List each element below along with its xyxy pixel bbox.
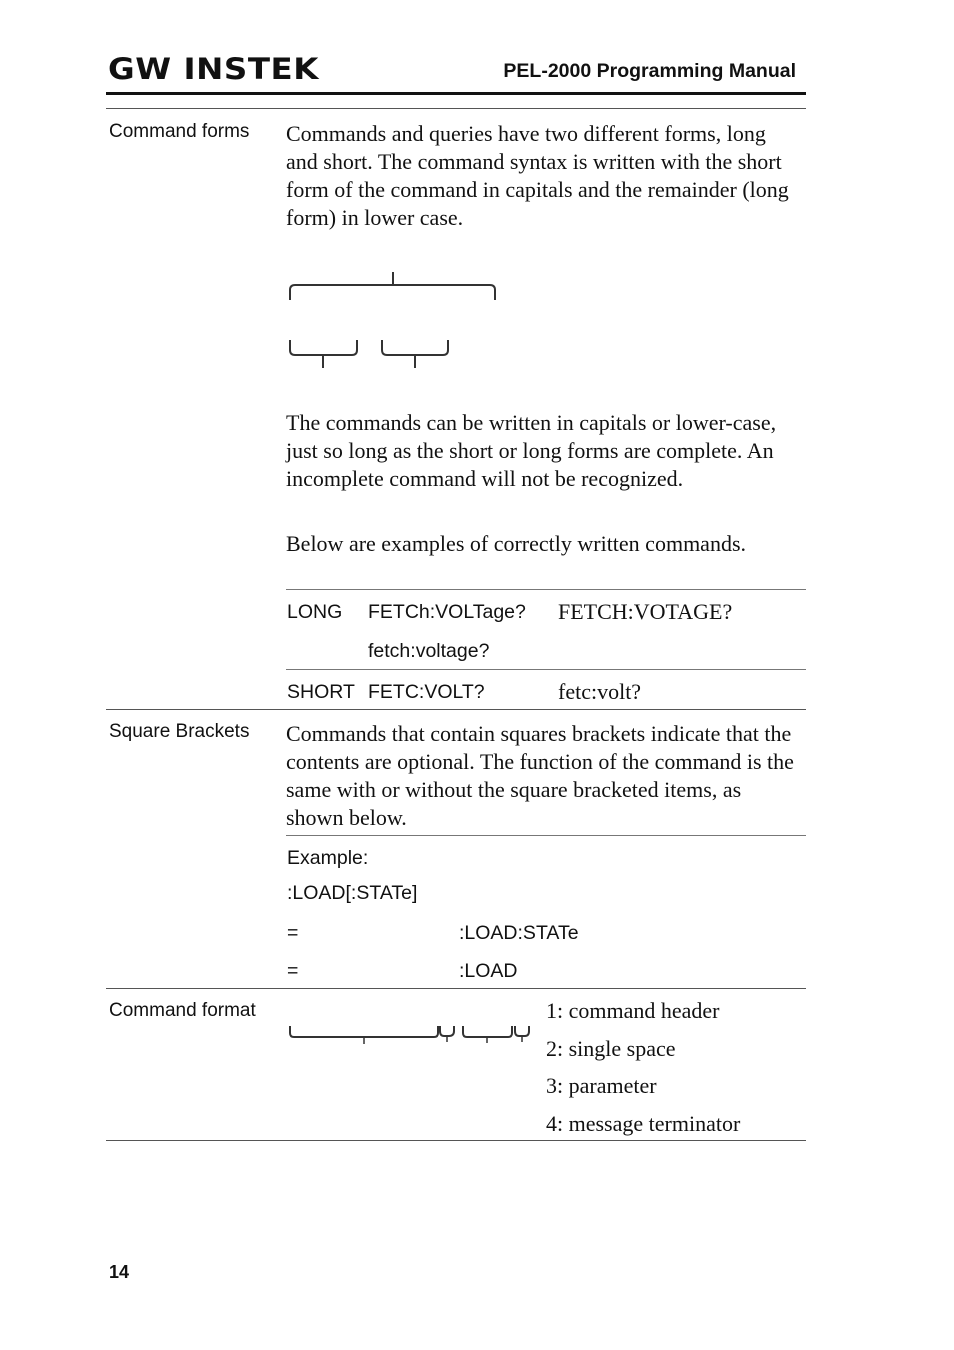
examples-top-rule <box>286 589 806 590</box>
example-command: :LOAD[:STATe] <box>287 882 418 904</box>
section-divider <box>106 1140 806 1141</box>
section-divider <box>106 709 806 710</box>
square-brackets-label: Square Brackets <box>109 721 250 742</box>
header-rule <box>106 92 806 95</box>
section-divider <box>106 988 806 989</box>
short-form-brace-left <box>290 340 357 355</box>
example-label: Example: <box>287 847 369 869</box>
equivalent-command-2: :LOAD <box>459 960 518 982</box>
long-example-upper: FETCH:VOTAGE? <box>558 599 733 624</box>
format-item-4: 4: message terminator <box>546 1111 741 1136</box>
manual-title: PEL-2000 Programming Manual <box>503 60 796 82</box>
long-example-lower: fetch:voltage? <box>368 640 490 662</box>
long-form-brace <box>290 285 495 300</box>
short-form-brace-right <box>382 340 448 355</box>
long-label: LONG <box>287 601 343 623</box>
square-brackets-text: Commands that contain squares brackets indicate that the contents are optional. The function of the command is the same with or without the square bracketed items, as shown below. <box>286 721 794 830</box>
format-item-1: 1: command header <box>546 998 720 1023</box>
brand-logo: GW INSTEK <box>108 52 320 86</box>
page-number: 14 <box>109 1262 130 1282</box>
section-divider <box>106 108 806 109</box>
command-forms-intro: Commands and queries have two different forms, long and short. The command syntax is written with the short form of the command in capitals and the remainder (long form) in lower case. <box>286 121 789 230</box>
short-example-upper: FETC:VOLT? <box>368 681 485 703</box>
equals-sign-1: = <box>287 922 299 944</box>
terminator-brace <box>515 1026 529 1036</box>
parameter-brace <box>463 1026 512 1037</box>
examples-mid-rule <box>286 669 806 670</box>
long-example-mixed: FETCh:VOLTage? <box>368 601 526 623</box>
command-forms-label: Command forms <box>109 121 250 142</box>
equals-sign-2: = <box>287 960 299 982</box>
command-forms-para2: The commands can be written in capitals or lower-case, just so long as the short or long forms are complete. An incomplete command will not be recognized. <box>286 410 777 491</box>
command-forms-bracket-diagram <box>286 268 501 372</box>
format-item-2: 2: single space <box>546 1036 676 1061</box>
header-brace <box>290 1026 438 1037</box>
command-format-bracket-diagram <box>286 1022 540 1050</box>
space-brace <box>440 1026 454 1036</box>
command-forms-para3: Below are examples of correctly written commands. <box>286 531 747 556</box>
equivalent-command-1: :LOAD:STATe <box>459 922 579 944</box>
square-brackets-example-rule <box>286 835 806 836</box>
format-item-3: 3: parameter <box>546 1073 657 1098</box>
short-label: SHORT <box>287 681 355 703</box>
command-format-label: Command format <box>109 1000 256 1021</box>
short-example-lower: fetc:volt? <box>558 679 642 704</box>
